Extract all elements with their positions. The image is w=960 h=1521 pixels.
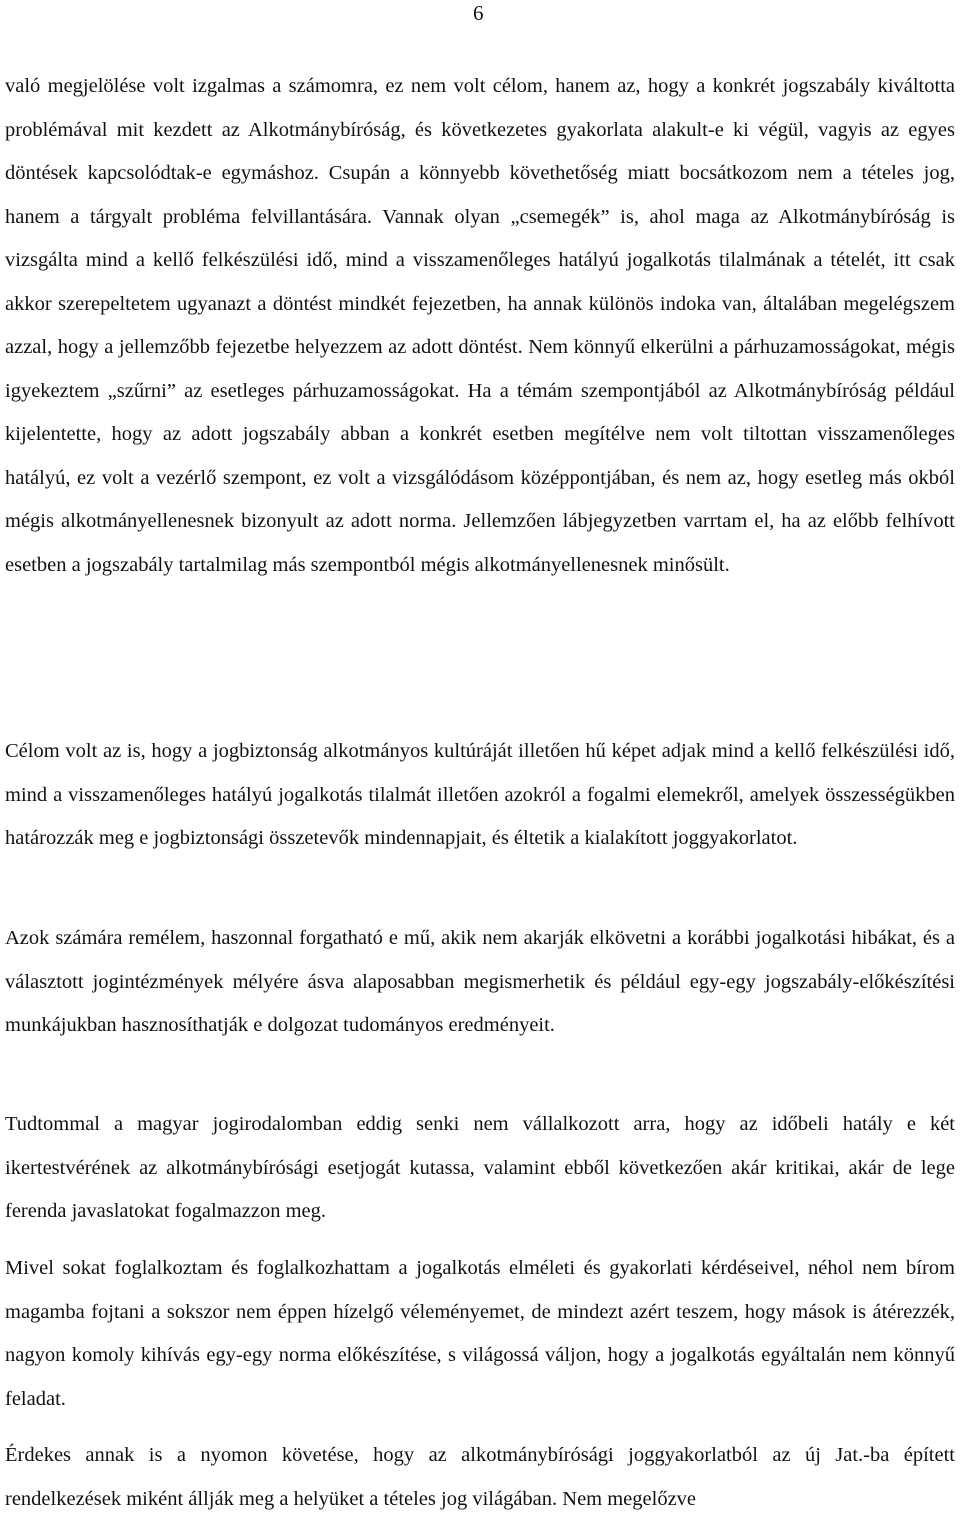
paragraph-scope-and-method: való megjelölése volt izgalmas a számomra, ez nem volt célom, hanem az, hogy a konkrét jogszabály kiváltotta problémával mit kezdett az Alkotmánybíróság, és következetes gyakorlata alakult-e ki végül, vagyis az egyes döntések kapcsolódtak-e egymáshoz. Csupán a könnyebb követhetőség miatt bocsátkozom nem a tételes jog, hanem a tárgyalt probléma felvillantására. Vannak olyan „csemegék” is, ahol maga az Alkotmánybíróság is vizsgálta mind a kellő felkészülési idő, mind a visszamenőleges hatályú jogalkotás tilalmának a tételét, itt csak akkor szerepeltetem ugyanazt a döntést mindkét fejezetben, ha annak különös indoka van, általában megelégszem azzal, hogy a jellemzőbb fejezetbe helyezzem az adott döntést. Nem könnyű elkerülni a párhuzamosságokat, mégis igyekeztem „szűrni” az esetleges párhuzamosságokat. Ha a témám szempontjából az Alkotmánybíróság például kijelentette, hogy az adott jogszabály abban a konkrét esetben megítélve nem volt tiltottan visszamenőleges hatályú, ez volt a vezérlő szempont, ez volt a vizsgálódásom középpontjában, és nem az, hogy esetleg más okból mégis alkotmányellenesnek bizonyult az adott norma. Jellemzően lábjegyzetben varrtam el, ha az előbb felhívott esetben a jogszabály tartalmilag más szempontból mégis alkotmányellenesnek minősült. (5, 75, 955, 576)
paragraph-author-opinion: Mivel sokat foglalkoztam és foglalkozhattam a jogalkotás elméleti és gyakorlati kérdéseivel, néhol nem bírom magamba fojtani a sokszor nem éppen hízelgő véleményemet, de mindezt azért teszem, hogy mások is átérezzék, nagyon komoly kihívás egy-egy norma előkészítése, s világossá váljon, hogy a jogalkotás egyáltalán nem könnyű feladat. (5, 1257, 955, 1410)
paragraph-novelty: Tudtommal a magyar jogirodalomban eddig senki nem vállalkozott arra, hogy az időbeli hatály e két ikertestvérének az alkotmánybírósági esetjogát kutassa, valamint ebből következően akár kritikai, akár de lege ferenda javaslatokat fogalmazzon meg. (5, 1113, 955, 1222)
paragraph-aims: Célom volt az is, hogy a jogbiztonság alkotmányos kultúráját illetően hű képet adjak mind a kellő felkészülési idő, mind a visszamenőleges hatályú jogalkotás tilalmát illetően azokról a fogalmi elemekről, amelyek összességükben határozzák meg e jogbiztonsági összetevők mindennapjait, és éltetik a kialakított joggyakorlatot. (5, 740, 955, 849)
page-number: 6 (473, 1, 484, 25)
paragraph-new-jat-provisions: Érdekes annak is a nyomon követése, hogy az alkotmánybírósági joggyakorlatból az új Jat.-ba épített rendelkezések miként állják meg a helyüket a tételes jog világában. Nem megelőzve (5, 1444, 955, 1510)
paragraph-audience: Azok számára remélem, haszonnal forgatható e mű, akik nem akarják elkövetni a korábbi jogalkotási hibákat, és a választott jogintézmények mélyére ásva alaposabban megismerhetik és például egy-egy jogszabály-előkészítési munkájukban hasznosíthatják e dolgozat tudományos eredményeit. (5, 927, 955, 1036)
